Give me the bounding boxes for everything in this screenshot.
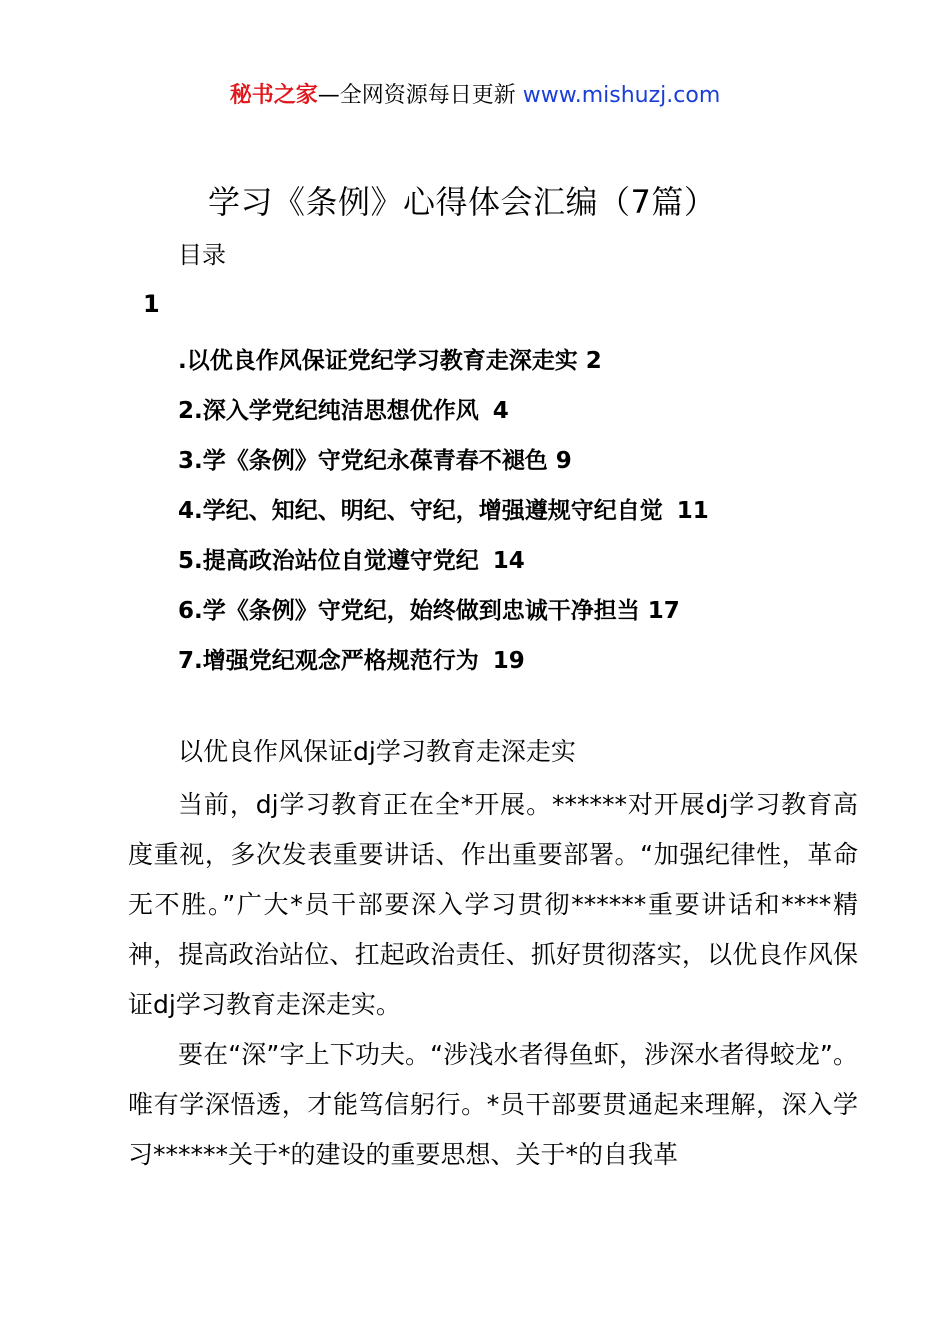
toc-entry-page: 4 [492,398,509,424]
toc-entry[interactable] [178,436,709,486]
toc-entry-page: 19 [492,648,525,674]
toc-entry-page: 11 [676,498,709,524]
toc-first-number: 1 [143,290,160,318]
toc-entry[interactable] [178,586,709,636]
toc-entry-label: 2.深入学党纪纯洁思想优作风 [178,398,479,424]
toc-entry-label: 3.学《条例》守党纪永葆青春不褪色 [178,448,548,474]
toc-entry-label: 4.学纪、知纪、明纪、守纪，增强遵规守纪自觉 [178,498,663,524]
site-url-link[interactable]: www.mishuzj.com [522,83,721,108]
toc-entry-page: 2 [585,348,602,374]
toc-entry-page: 14 [492,548,525,574]
toc-entry-label: 7.增强党纪观念严格规范行为 [178,648,479,674]
toc-entry[interactable] [178,536,709,586]
toc-entry[interactable] [178,486,709,536]
body-paragraph: 当前，dj学习教育正在全*开展。******对开展dj学习教育高度重视，多次发表重要讲话、作出重要部署。“加强纪律性，革命无不胜。”广大*员干部要深入学习贯彻******重要讲话和****精神，提高政治站位、扛起政治责任、抓好贯彻落实，以优良作风保证dj学习教育走深走实。 [128,790,858,1019]
document-title: 学习《条例》心得体会汇编（7篇） [208,183,717,221]
toc-entry[interactable] [178,636,709,686]
section-title: 以优良作风保证dj学习教育走深走实 [178,737,576,766]
toc-entry-page: 9 [555,448,572,474]
brand-name: 秘书之家 [229,83,318,108]
body-paragraph: 要在“深”字上下功夫。“涉浅水者得鱼虾，涉深水者得蛟龙”。唯有学深悟透，才能笃信躬行。*员干部要贯通起来理解，深入学习******关于*的建设的重要思想、关于*的自我革 [128,1040,858,1169]
table-of-contents [178,336,709,686]
toc-entry-label: 6.学《条例》守党纪，始终做到忠诚干净担当 [178,598,640,624]
site-banner [0,80,950,112]
toc-heading: 目录 [178,241,226,269]
toc-entry[interactable] [178,336,709,386]
toc-entry-page: 17 [647,598,680,624]
toc-entry-label: .以优良作风保证党纪学习教育走深走实 [178,348,578,374]
toc-entry-label: 5.提高政治站位自觉遵守党纪 [178,548,479,574]
toc-entry[interactable] [178,386,709,436]
banner-tagline: —全网资源每日更新 [317,83,523,108]
